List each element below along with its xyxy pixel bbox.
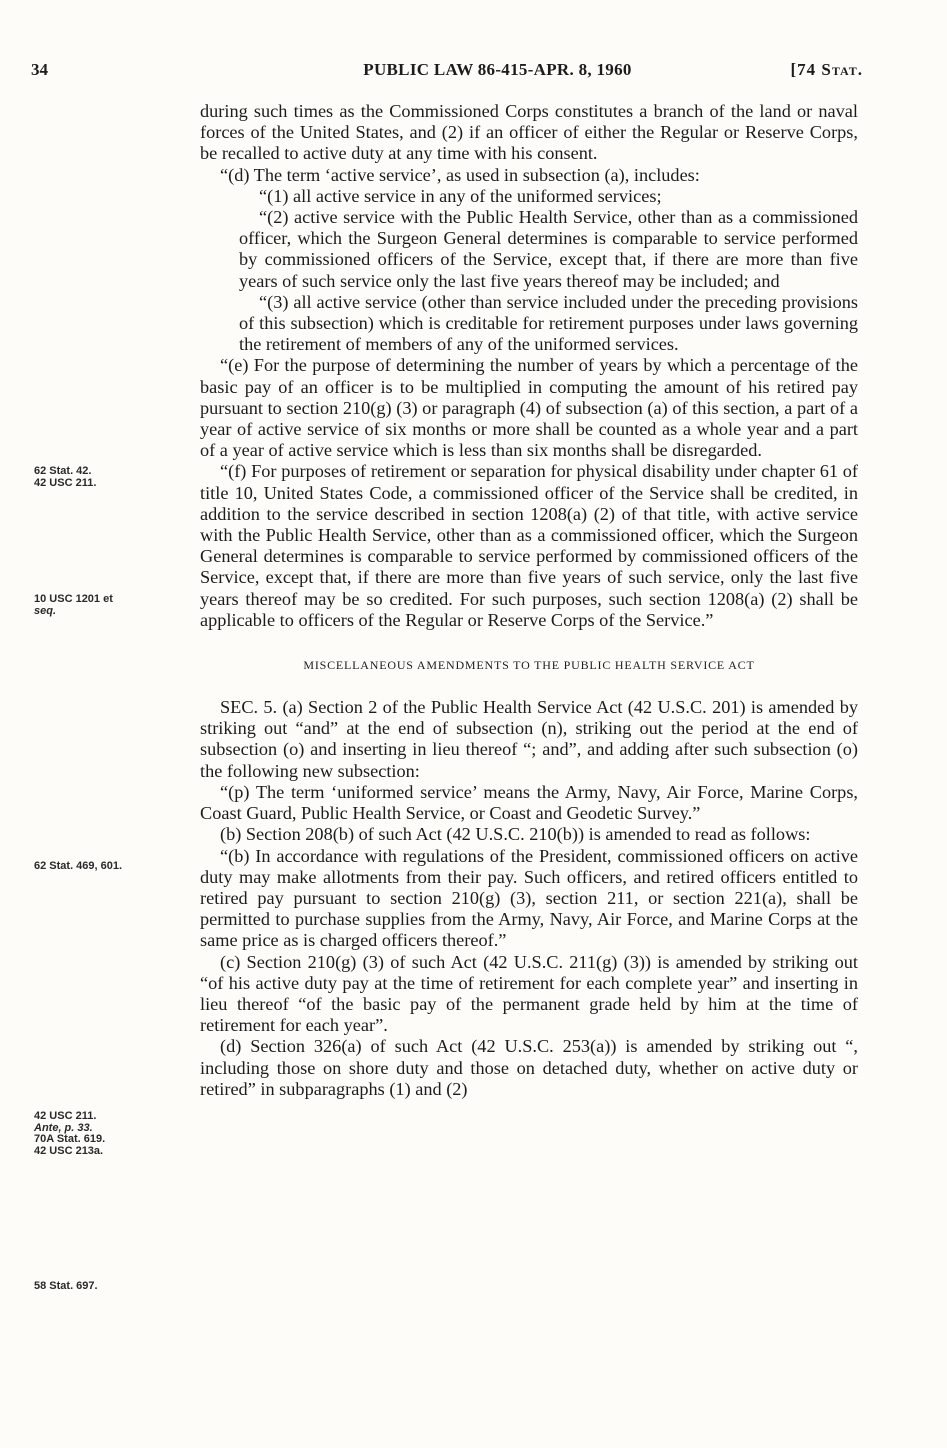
subsection-d: “(d) The term ‘active service’, as used in subsection (a), includes: (220, 164, 700, 185)
margin-note-10-usc-1201 (34, 594, 194, 617)
margin-note-line: seq. (34, 604, 57, 617)
margin-note-42-usc-211 (34, 1111, 194, 1157)
quoted-subsection-b: “(b) In accordance with regulations of the President, commissioned officers on active duty may make allotments from their pay. Such officers, and retired officers entitled to retired pay pursuant to section 210(g) (3), section 211, or section 221(a), shall be permitted to purchase supplies from the Army, Navy, Air Force, and Marine Corps at the same price as is charged officers thereof.” (200, 845, 858, 951)
margin-note-line: 62 Stat. 469, 601. (34, 860, 123, 872)
section-5-d: (d) Section 326(a) of such Act (42 U.S.C. 253(a)) is amended by striking out “, including those on shore duty and those on detached duty, whether on active duty or retired” in subparagraphs (1) and (2) (200, 1036, 858, 1099)
margin-note-line: Ante, p. 33. (34, 1121, 93, 1134)
clause-d-1: “(1) all active service in any of the uniformed services; (259, 185, 662, 206)
page-number: 34 (31, 60, 48, 79)
running-title: PUBLIC LAW 86-415-APR. 8, 1960 (363, 60, 632, 79)
margin-note-62-stat-469 (34, 861, 194, 873)
margin-note-62-stat-42 (34, 466, 194, 489)
section-heading: MISCELLANEOUS AMENDMENTS TO THE PUBLIC HEALTH SERVICE ACT (303, 658, 755, 673)
clause-d-3: “(3) all active service (other than service included under the preceding provisions of this subsection) which is creditable for retirement purposes under laws governing the retirement of members of any of the uniformed services. (239, 291, 858, 355)
page-header (0, 60, 947, 84)
section-5-a: SEC. 5. (a) Section 2 of the Public Health Service Act (42 U.S.C. 201) is amended by striking out “and” at the end of subsection (n), striking out the period at the end of subsection (o) and inserting in lieu thereof “; and”, and adding after such subsection (o) the following new subsection: (200, 697, 858, 781)
statute-reference-prefix: [74 S (790, 60, 832, 79)
subsection-p: “(p) The term ‘uniformed service’ means the Army, Navy, Air Force, Marine Corps, Coast Guard, Public Health Service, or Coast and Geodetic Survey.” (200, 781, 858, 824)
clause-d-2: “(2) active service with the Public Health Service, other than as a commissioned officer, which the Surgeon General determines is comparable to service performed by commissioned officers of the Service, except that, if there are more than five years of such service only the last five years thereof may be included; and (239, 207, 858, 291)
subsection-f: “(f) For purposes of retirement or separation for physical disability under chapter 61 of title 10, United States Code, a commissioned officer of the Service shall be credited, in addition to the service described in section 1208(a) (2) of that title, with active service with the Public Health Service, other than as a commissioned officer, which the Surgeon General determines is comparable to service performed by commissioned officers of the Service, except that, if there are more than five years of such service, only the last five years thereof may be so credited. For such purposes, such section 1208(a) (2) shall be applicable to officers of the Regular or Reserve Corps of the Service.” (200, 461, 858, 630)
margin-note-line: 62 Stat. 42. (34, 465, 92, 477)
document-body (200, 101, 858, 1100)
margin-note-line: 58 Stat. 697. (34, 1280, 98, 1292)
margin-note-line: 10 USC 1201 et (34, 593, 113, 605)
statute-reference-small: TAT (831, 64, 858, 78)
statute-reference-suffix: . (857, 60, 863, 79)
subsection-e: “(e) For the purpose of determining the number of years by which a percentage of the basic pay of an officer is to be multiplied in computing the amount of his retired pay pursuant to section 210(g) (3) or paragraph (4) of subsection (a) of this section, a part of a year of active service of six months or more shall be counted as a whole year and a part of a year of active service which is less than six months shall be disregarded. (200, 355, 858, 461)
margin-note-line: 42 USC 211. (34, 1110, 97, 1122)
paragraph-continuation: during such times as the Commissioned Corps constitutes a branch of the land or naval forces of the United States, and (2) if an officer of either the Regular or Reserve Corps, be recalled to active duty at any time with his consent. (200, 101, 858, 164)
margin-note-line: 42 USC 211. (34, 476, 97, 489)
statute-reference (790, 60, 863, 80)
section-5-c: (c) Section 210(g) (3) of such Act (42 U.S.C. 211(g) (3)) is amended by striking out “of his active duty pay at the time of retirement for each complete year” and inserting in lieu thereof “of the basic pay of the permanent grade held by him at the time of retirement for each year”. (200, 951, 858, 1036)
margin-note-58-stat-697 (34, 1281, 194, 1293)
margin-note-line: 42 USC 213a. (34, 1144, 104, 1157)
margin-note-line: 70A Stat. 619. (34, 1133, 106, 1145)
section-5-b: (b) Section 208(b) of such Act (42 U.S.C. 210(b)) is amended to read as follows: (220, 824, 811, 845)
